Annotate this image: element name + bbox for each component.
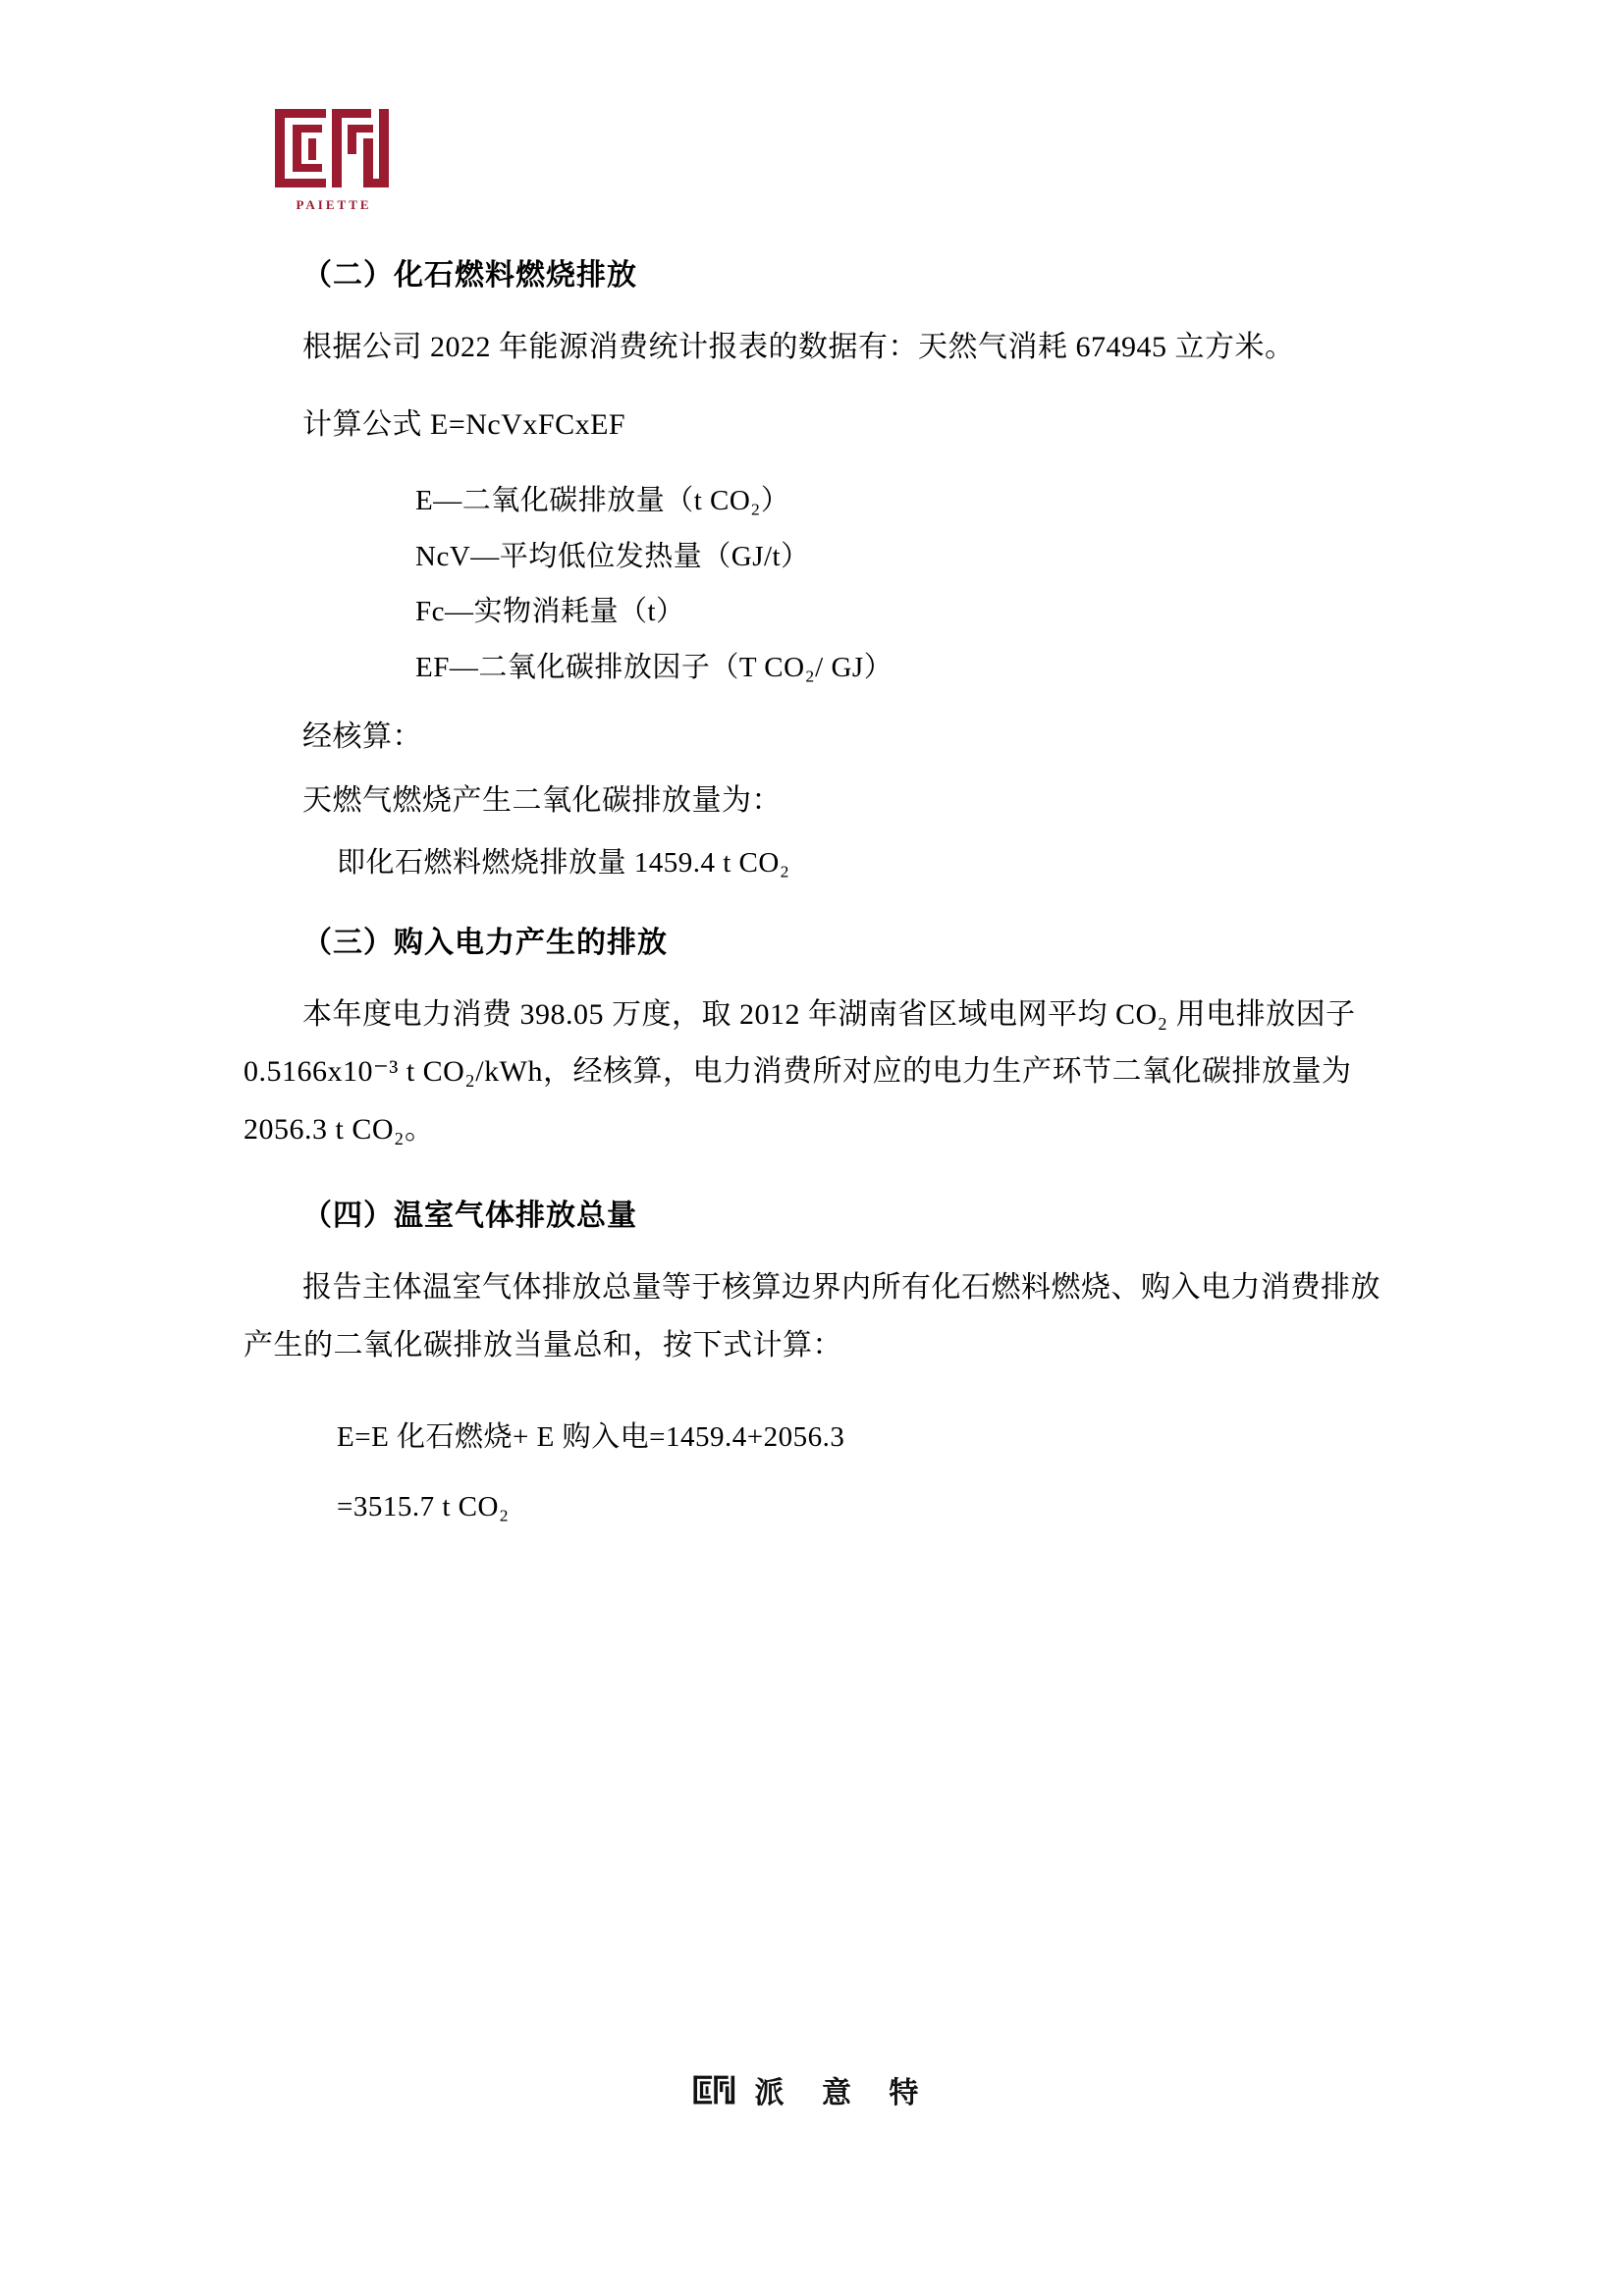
formula-total-line2: =3515.7 t CO₂	[337, 1490, 510, 1522]
definition-EF: EF—二氧化碳排放因子（T CO₂/ GJ）	[415, 651, 893, 683]
footer-brand-name: 派 意 特	[754, 2076, 933, 2110]
footer-logo-icon	[692, 2066, 737, 2113]
document-body	[244, 253, 1392, 1534]
section-heading-3: （三）购入电力产生的排放	[302, 925, 668, 960]
section-heading-4: （四）温室气体排放总量	[302, 1199, 637, 1234]
paragraph-formula-intro: 计算公式 E=NcVxFCxEF	[302, 407, 626, 441]
logo-mark-icon	[271, 103, 397, 193]
paragraph-accounting-label: 经核算：	[302, 721, 422, 754]
formula-total-line1: E=E 化石燃烧+ E 购入电=1459.4+2056.3	[337, 1421, 845, 1454]
paragraph-energy-data: 根据公司 2022 年能源消费统计报表的数据有：天然气消耗 674945 立方米。	[302, 331, 1295, 363]
paragraph-gas-emission-label: 天燃气燃烧产生二氧化碳排放量为：	[302, 783, 782, 817]
definition-E: E—二氧化碳排放量（t CO₂）	[415, 485, 790, 516]
definition-NcV: NcV—平均低位发热量（GJ/t）	[415, 540, 810, 572]
definition-Fc: Fc—实物消耗量（t）	[415, 596, 685, 628]
section-heading-2: （二）化石燃料燃烧排放	[302, 258, 637, 293]
page-footer	[0, 2066, 1624, 2113]
paragraph-total-intro: 报告主体温室气体排放总量等于核算边界内所有化石燃料燃烧、购入电力消费排放产生的二氧化碳排放当量总和，按下式计算：	[244, 1271, 1380, 1362]
result-fossil-emission: 即化石燃料燃烧排放量 1459.4 t CO₂	[337, 847, 790, 880]
logo-caption: PAIETTE	[296, 197, 372, 212]
paragraph-electricity: 本年度电力消费 398.05 万度，取 2012 年湖南省区域电网平均 CO₂ 用电排放因子 0.5166x10⁻³ t CO₂/kWh，经核算，电力消费所对应的电力生产环节二氧化碳排放量为 2056.3 t CO₂。	[244, 997, 1356, 1146]
brand-logo	[260, 103, 407, 213]
